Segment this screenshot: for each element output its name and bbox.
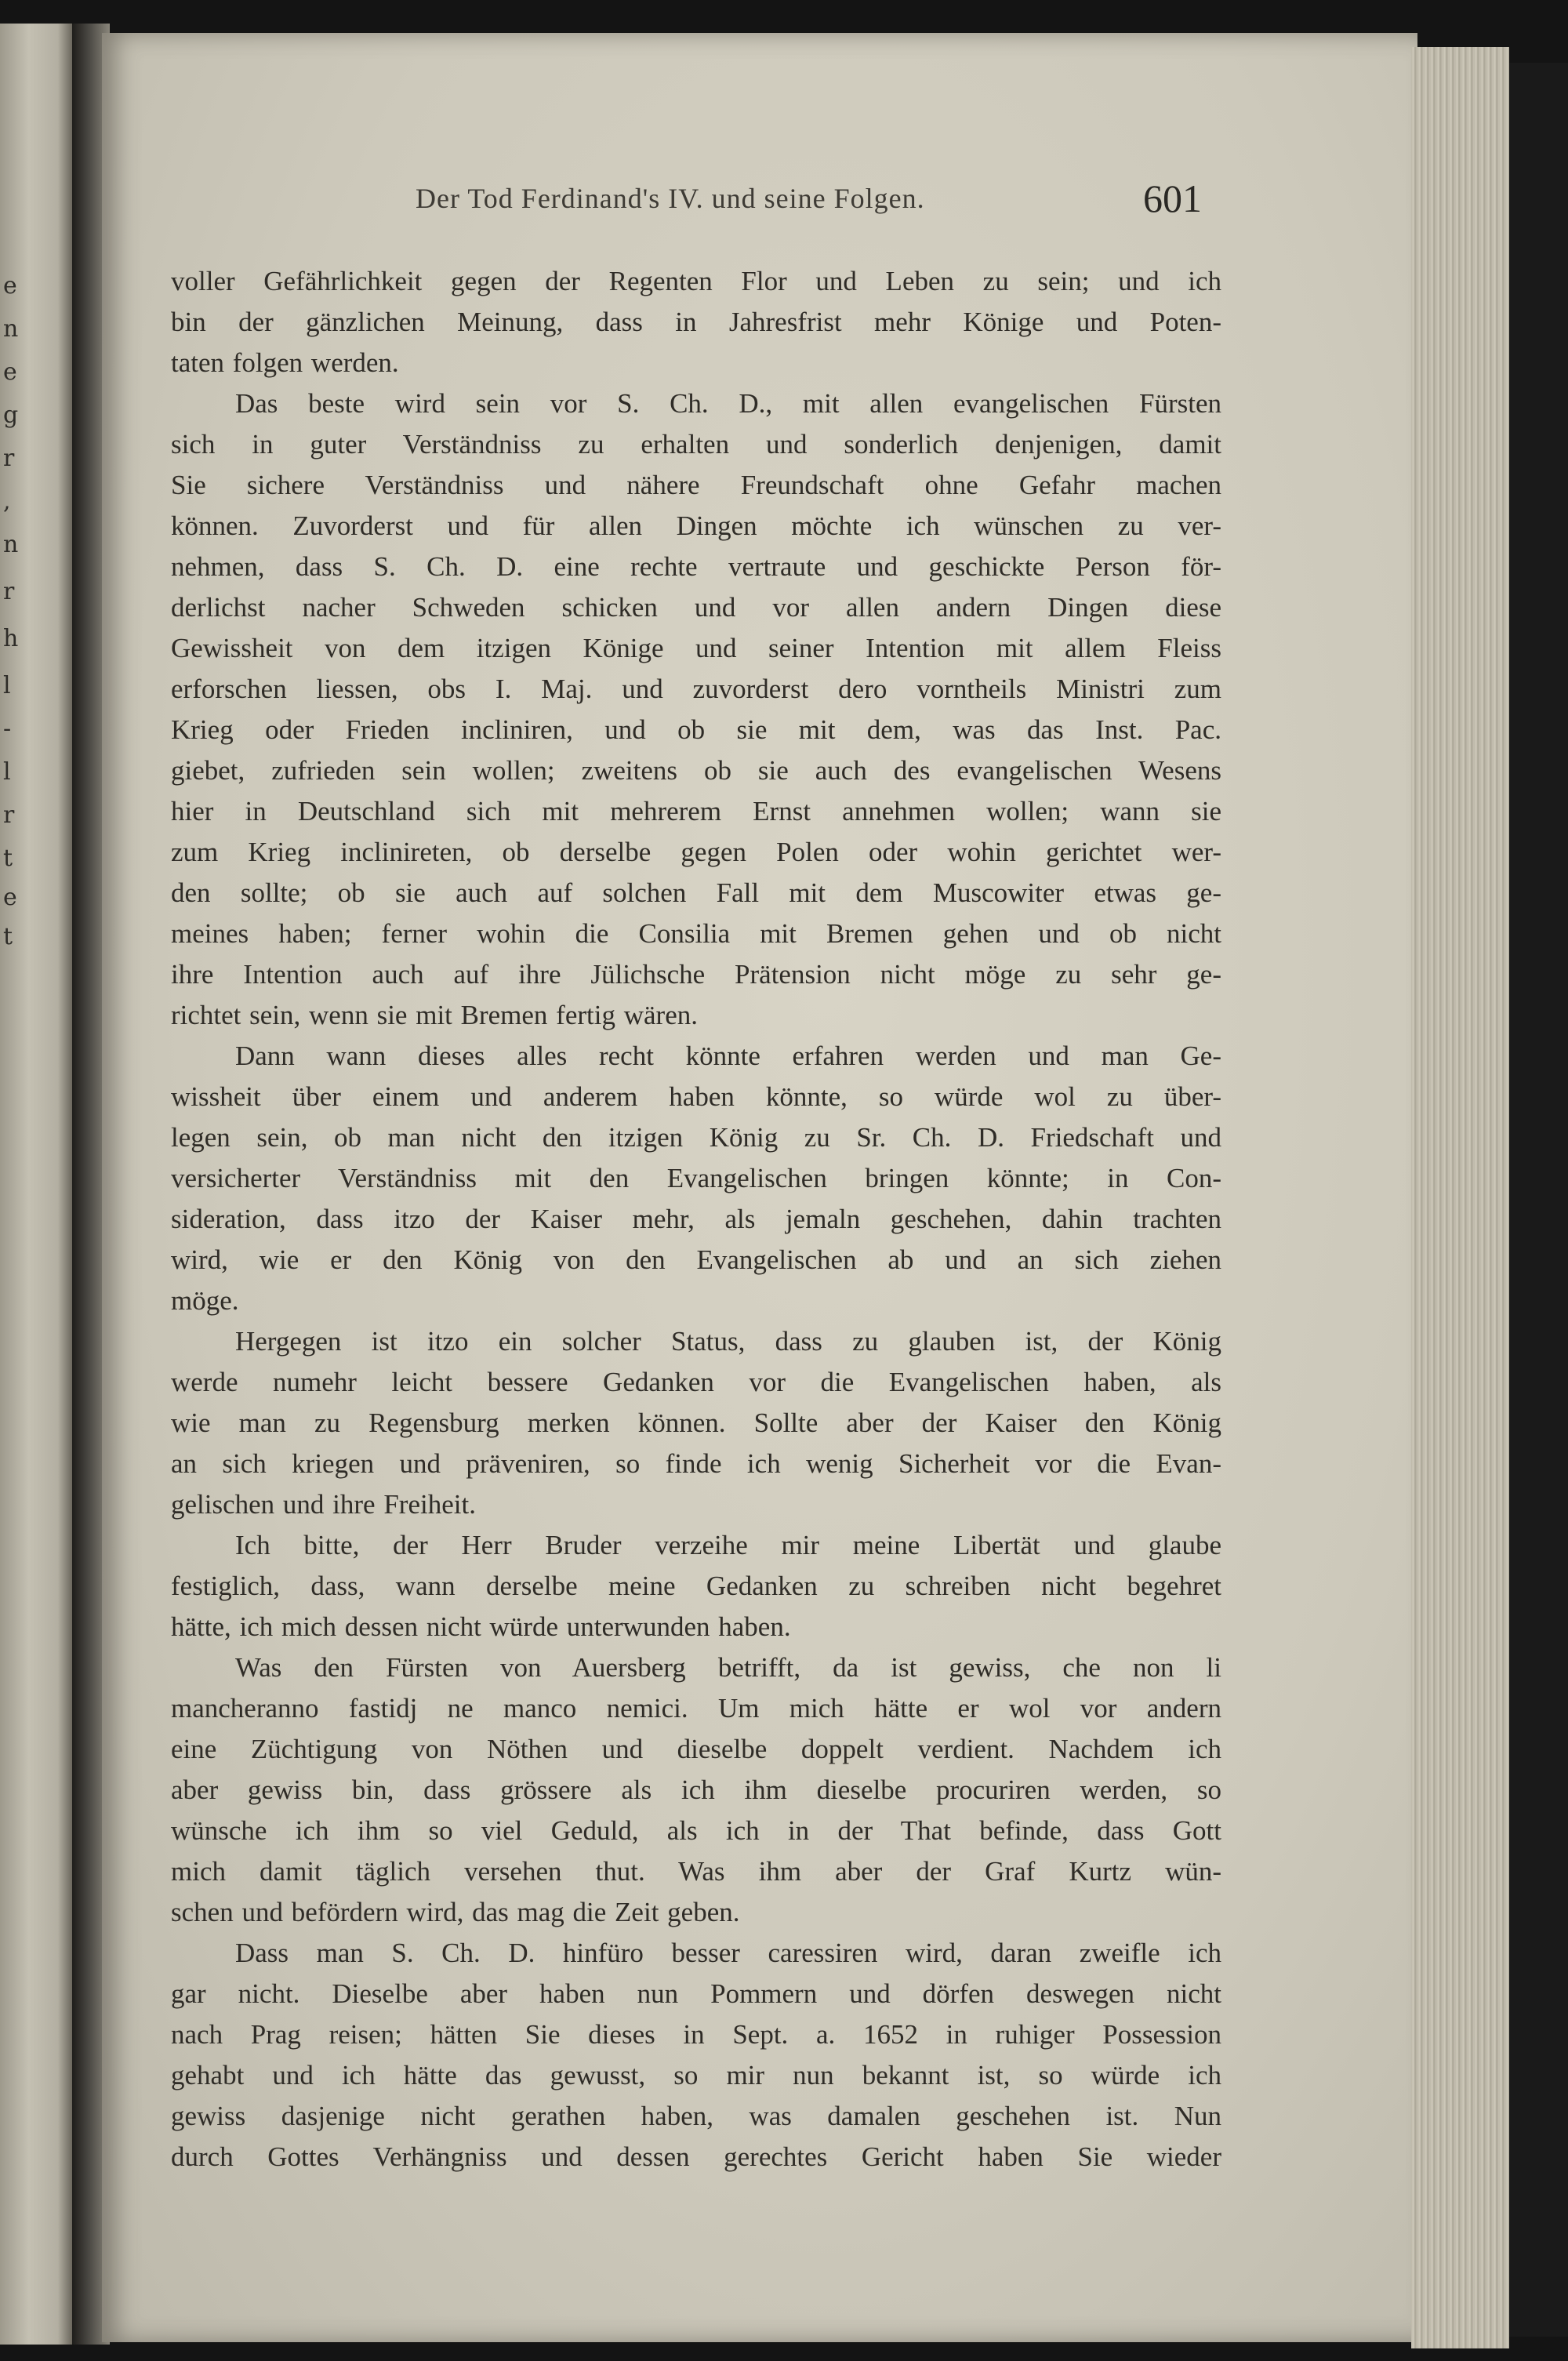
text-line: wie man zu Regensburg merken können. Sollte aber der Kaiser den König (171, 1408, 1221, 1438)
text-line: durch Gottes Verhängniss und dessen gerechtes Gericht haben Sie wieder (171, 2141, 1221, 2172)
text-line: Das beste wird sein vor S. Ch. D., mit allen evangelischen Fürsten (235, 388, 1221, 419)
text-line: Dass man S. Ch. D. hinfüro besser caressiren wird, daran zweifle ich (235, 1938, 1221, 1968)
text-line: richtet sein, wenn sie mit Bremen fertig wären. (171, 1000, 698, 1030)
text-line: versicherter Verständniss mit den Evangelischen bringen könnte; in Con- (171, 1163, 1221, 1193)
text-line: zum Krieg inclinireten, ob derselbe gegen Polen oder wohin gerichtet wer- (171, 837, 1221, 867)
text-line: festiglich, dass, wann derselbe meine Gedanken zu schreiben nicht begehret (171, 1571, 1221, 1601)
text-line: Dann wann dieses alles recht könnte erfahren werden und man Ge- (235, 1041, 1221, 1071)
text-line: sich in guter Verständniss zu erhalten und sonderlich denjenigen, damit (171, 429, 1221, 459)
page-number: 601 (1143, 176, 1202, 220)
text-line: schen und befördern wird, das mag die Zeit geben. (171, 1897, 740, 1927)
text-line: Sie sichere Verständniss und nähere Freundschaft ohne Gefahr machen (171, 470, 1221, 500)
previous-page-glyph: r (3, 578, 15, 605)
text-line: Gewissheit von dem itzigen Könige und seiner Intention mit allem Fleiss (171, 633, 1221, 663)
text-line: wünsche ich ihm so viel Geduld, als ich in der That befinde, dass Gott (171, 1815, 1221, 1846)
previous-page-glyph: t (3, 845, 13, 872)
previous-page-glyph: , (3, 488, 11, 515)
text-line: hier in Deutschland sich mit mehrerem Ernst annehmen wollen; wann sie (171, 796, 1221, 826)
text-line: gar nicht. Dieselbe aber haben nun Pommern und dörfen deswegen nicht (171, 1978, 1221, 2009)
text-line: derlichst nacher Schweden schicken und vor allen andern Dingen diese (171, 592, 1221, 623)
previous-page-glyph: n (3, 315, 19, 343)
text-line: gehabt und ich hätte das gewusst, so mir nun bekannt ist, so würde ich (171, 2060, 1221, 2090)
text-line: gelischen und ihre Freiheit. (171, 1489, 476, 1520)
book-cover-edge (1509, 63, 1568, 2337)
text-line: hätte, ich mich dessen nicht würde unterwunden haben. (171, 1611, 791, 1642)
text-line: eine Züchtigung von Nöthen und dieselbe doppelt verdient. Nachdem ich (171, 1734, 1221, 1764)
previous-page-glyph: g (3, 401, 19, 429)
text-line: voller Gefährlichkeit gegen der Regenten Flor und Leben zu sein; und ich (171, 266, 1221, 296)
previous-page-glyph: t (3, 923, 13, 950)
text-line: gewiss dasjenige nicht gerathen haben, was damalen geschehen ist. Nun (171, 2101, 1221, 2131)
previous-page-glyph: e (3, 884, 17, 911)
previous-page-glyph: - (3, 715, 12, 743)
text-line: ihre Intention auch auf ihre Jülichsche Prätension nicht möge zu sehr ge- (171, 959, 1221, 990)
text-line: aber gewiss bin, dass grössere als ich ihm dieselbe procuriren werden, so (171, 1774, 1221, 1805)
text-line: meines haben; ferner wohin die Consilia mit Bremen gehen und ob nicht (171, 918, 1221, 949)
text-line: Hergegen ist itzo ein solcher Status, dass zu glauben ist, der König (235, 1326, 1221, 1357)
text-line: taten folgen werden. (171, 347, 399, 378)
previous-page-glyph: e (3, 358, 17, 386)
text-line: erforschen liessen, obs I. Maj. und zuvorderst dero vorntheils Ministri zum (171, 674, 1221, 704)
text-line: wissheit über einem und anderem haben könnte, so würde wol zu über- (171, 1081, 1221, 1112)
previous-page-edge (0, 24, 72, 2345)
text-line: Ich bitte, der Herr Bruder verzeihe mir meine Libertät und glaube (235, 1530, 1221, 1560)
text-line: können. Zuvorderst und für allen Dingen möchte ich wünschen zu ver- (171, 510, 1221, 541)
text-line: Krieg oder Frieden incliniren, und ob sie mit dem, was das Inst. Pac. (171, 714, 1221, 745)
text-line: den sollte; ob sie auch auf solchen Fall mit dem Muscowiter etwas ge- (171, 877, 1221, 908)
text-line: werde numehr leicht bessere Gedanken vor die Evangelischen haben, als (171, 1367, 1221, 1397)
body-text (171, 261, 1221, 2178)
text-line: möge. (171, 1285, 239, 1316)
previous-page-glyph: r (3, 801, 15, 829)
previous-page-glyph: h (3, 625, 19, 652)
previous-page-glyph: l (3, 672, 11, 699)
previous-page-line-ends (0, 24, 31, 2345)
page-edges-stack (1411, 47, 1509, 2348)
text-line: mich damit täglich versehen thut. Was ihm aber der Graf Kurtz wün- (171, 1856, 1221, 1887)
text-line: giebet, zufrieden sein wollen; zweitens ob sie auch des evangelischen Wesens (171, 755, 1221, 786)
previous-page-glyph: r (3, 445, 15, 472)
text-line: legen sein, ob man nicht den itzigen König zu Sr. Ch. D. Friedschaft und (171, 1122, 1221, 1153)
previous-page-glyph: n (3, 531, 19, 558)
previous-page-glyph: l (3, 758, 11, 786)
text-line: an sich kriegen und präveniren, so finde ich wenig Sicherheit vor die Evan- (171, 1448, 1221, 1479)
previous-page-glyph: e (3, 272, 17, 300)
text-line: bin der gänzlichen Meinung, dass in Jahresfrist mehr Könige und Poten- (171, 307, 1221, 337)
text-line: Was den Fürsten von Auersberg betrifft, da ist gewiss, che non li (235, 1652, 1221, 1683)
text-line: wird, wie er den König von den Evangelischen ab und an sich ziehen (171, 1244, 1221, 1275)
text-line: mancheranno fastidj ne manco nemici. Um mich hätte er wol vor andern (171, 1693, 1221, 1724)
running-header: Der Tod Ferdinand's IV. und seine Folgen. (416, 183, 925, 214)
text-line: nehmen, dass S. Ch. D. eine rechte vertraute und geschickte Person för- (171, 551, 1221, 582)
text-line: nach Prag reisen; hätten Sie dieses in Sept. a. 1652 in ruhiger Possession (171, 2019, 1221, 2050)
text-line: sideration, dass itzo der Kaiser mehr, als jemaln geschehen, dahin trachten (171, 1204, 1221, 1234)
